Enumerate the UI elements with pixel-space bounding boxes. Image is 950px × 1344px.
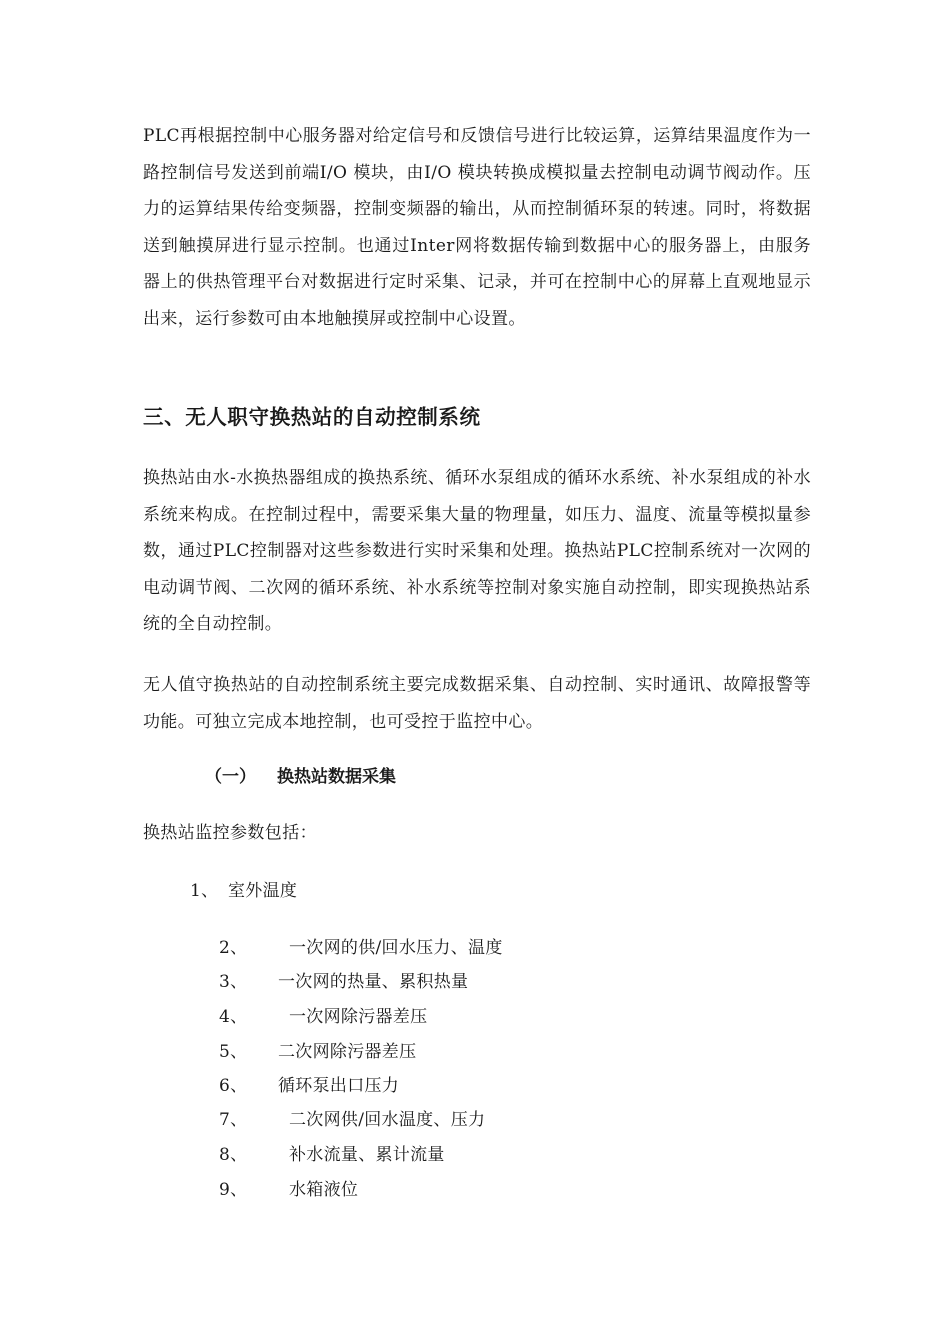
list-item-number: 8、 (219, 1145, 248, 1165)
list-item-text: 一次网的供/回水压力、温度 (289, 938, 503, 958)
list-item-number: 4、 (219, 1007, 248, 1027)
list-item-text: 二次网除污器差压 (278, 1042, 417, 1062)
list-item-text: 循环泵出口压力 (278, 1076, 400, 1096)
list-item-number: 6、 (219, 1076, 248, 1096)
section-heading: 三、无人职守换热站的自动控制系统 (143, 405, 481, 429)
list-item-text: 室外温度 (228, 881, 298, 901)
paragraph-parameters-intro: 换热站监控参数包括： (143, 823, 317, 843)
subsection-heading (205, 760, 396, 794)
list-item-text: 补水流量、累计流量 (289, 1145, 445, 1165)
list-item-number: 3、 (219, 972, 248, 992)
subsection-title: 换热站数据采集 (277, 767, 396, 787)
list-item-number: 1、 (190, 881, 219, 901)
list-item-text: 水箱液位 (289, 1180, 359, 1200)
list-item-number: 2、 (219, 938, 248, 958)
paragraph-system-functions: 无人值守换热站的自动控制系统主要完成数据采集、自动控制、实时通讯、故障报警等功能。可独立完成本地控制，也可受控于监控中心。 (143, 675, 811, 732)
list-item-text: 一次网除污器差压 (289, 1007, 428, 1027)
subsection-number: （一） (205, 767, 256, 787)
list-item-number: 5、 (219, 1042, 248, 1062)
list-item-number: 7、 (219, 1110, 248, 1130)
list-item-text: 一次网的热量、累积热量 (278, 972, 469, 992)
paragraph-plc-control: PLC再根据控制中心服务器对给定信号和反馈信号进行比较运算，运算结果温度作为一路控制信号发送到前端I/O 模块，由I/O 模块转换成模拟量去控制电动调节阀动作。压力的运算结果传给变频器，控制变频器的输出，从而控制循环泵的转速。同时，将数据送到触摸屏进行显示控制。也通过Inter网将数据传输到数据中心的服务器上，由服务器上的供热管理平台对数据进行定时采集、记录，并可在控制中心的屏幕上直观地显示出来，运行参数可由本地触摸屏或控制中心设置。 (143, 126, 811, 329)
list-item-number: 9、 (219, 1180, 248, 1200)
list-item-text: 二次网供/回水温度、压力 (289, 1110, 486, 1130)
paragraph-station-composition: 换热站由水-水换热器组成的换热系统、循环水泵组成的循环水系统、补水泵组成的补水系统来构成。在控制过程中，需要采集大量的物理量，如压力、温度、流量等模拟量参数，通过PLC控制器对这些参数进行实时采集和处理。换热站PLC控制系统对一次网的电动调节阀、二次网的循环系统、补水系统等控制对象实施自动控制，即实现换热站系统的全自动控制。 (143, 468, 811, 634)
